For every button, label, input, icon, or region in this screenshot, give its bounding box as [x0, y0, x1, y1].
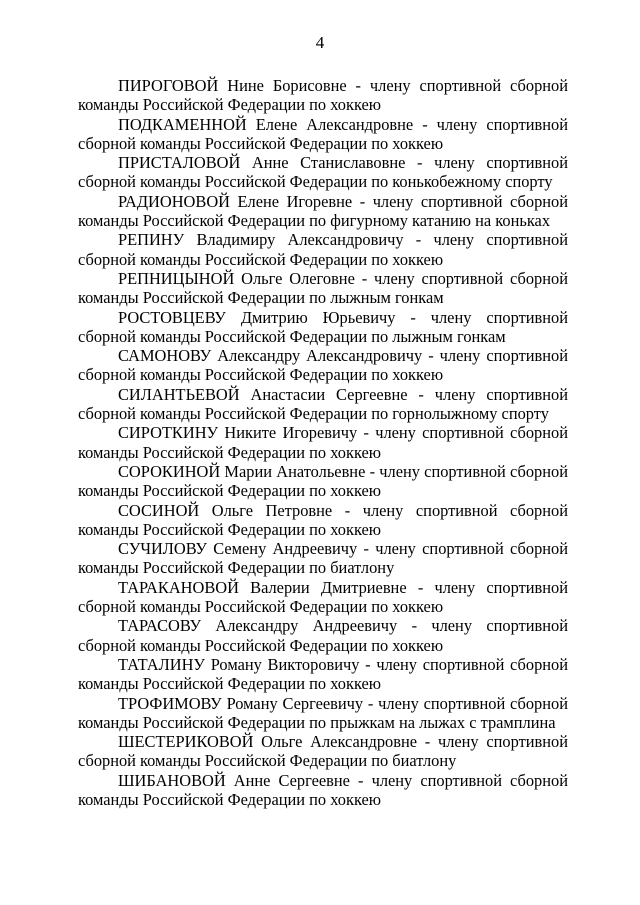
list-item: РЕПНИЦЫНОЙ Ольге Олеговне - члену спортивной сборной команды Российской Федерации по лыжным гонкам [78, 268, 568, 308]
list-item: СИЛАНТЬЕВОЙ Анастасии Сергеевне - члену спортивной сборной команды Российской Федерации по горнолыжному спорту [78, 384, 568, 424]
list-item: ТАРАСОВУ Александру Андреевичу - члену спортивной сборной команды Российской Федерации по хоккею [78, 616, 568, 655]
page-number: 4 [315, 33, 325, 52]
list-item: ШИБАНОВОЙ Анне Сергеевне - члену спортивной сборной команды Российской Федерации по хоккею [78, 770, 568, 809]
list-item: РАДИОНОВОЙ Елене Игоревне - члену спортивной сборной команды Российской Федерации по фигурному катанию на коньках [78, 191, 568, 231]
list-item: СУЧИЛОВУ Семену Андреевичу - члену спортивной сборной команды Российской Федерации по биатлону [78, 539, 568, 578]
list-item: ТАТАЛИНУ Роману Викторовичу - члену спортивной сборной команды Российской Федерации по хоккею [78, 654, 568, 694]
list-item: СОСИНОЙ Ольге Петровне - члену спортивной сборной команды Российской Федерации по хоккею [78, 500, 568, 539]
list-item: ПОДКАМЕННОЙ Елене Александровне - члену спортивной сборной команды Российской Федерации по хоккею [78, 114, 568, 153]
list-item: ТРОФИМОВУ Роману Сергеевичу - члену спортивной сборной команды Российской Федерации по прыжкам на лыжах с трамплина [78, 693, 568, 732]
list-item: РОСТОВЦЕВУ Дмитрию Юрьевичу - члену спортивной сборной команды Российской Федерации по лыжным гонкам [78, 307, 568, 346]
list-item: САМОНОВУ Александру Александровичу - члену спортивной сборной команды Российской Федерации по хоккею [78, 346, 568, 385]
list-item: ТАРАКАНОВОЙ Валерии Дмитриевне - члену спортивной сборной команды Российской Федерации по хоккею [78, 577, 568, 617]
list-item: РЕПИНУ Владимиру Александровичу - члену спортивной сборной команды Российской Федерации по хоккею [78, 230, 568, 269]
list-item: СИРОТКИНУ Никите Игоревичу - члену спортивной сборной команды Российской Федерации по хоккею [78, 423, 568, 462]
list-item: ПРИСТАЛОВОЙ Анне Станиславовне - члену спортивной сборной команды Российской Федерации по конькобежному спорту [78, 153, 568, 192]
entry-list [78, 76, 568, 809]
list-item: ШЕСТЕРИКОВОЙ Ольге Александровне - члену спортивной сборной команды Российской Федерации по биатлону [78, 732, 568, 771]
list-item: СОРОКИНОЙ Марии Анатольевне - члену спортивной сборной команды Российской Федерации по хоккею [78, 461, 568, 501]
list-item: ПИРОГОВОЙ Нине Борисовне - члену спортивной сборной команды Российской Федерации по хоккею [78, 76, 568, 115]
